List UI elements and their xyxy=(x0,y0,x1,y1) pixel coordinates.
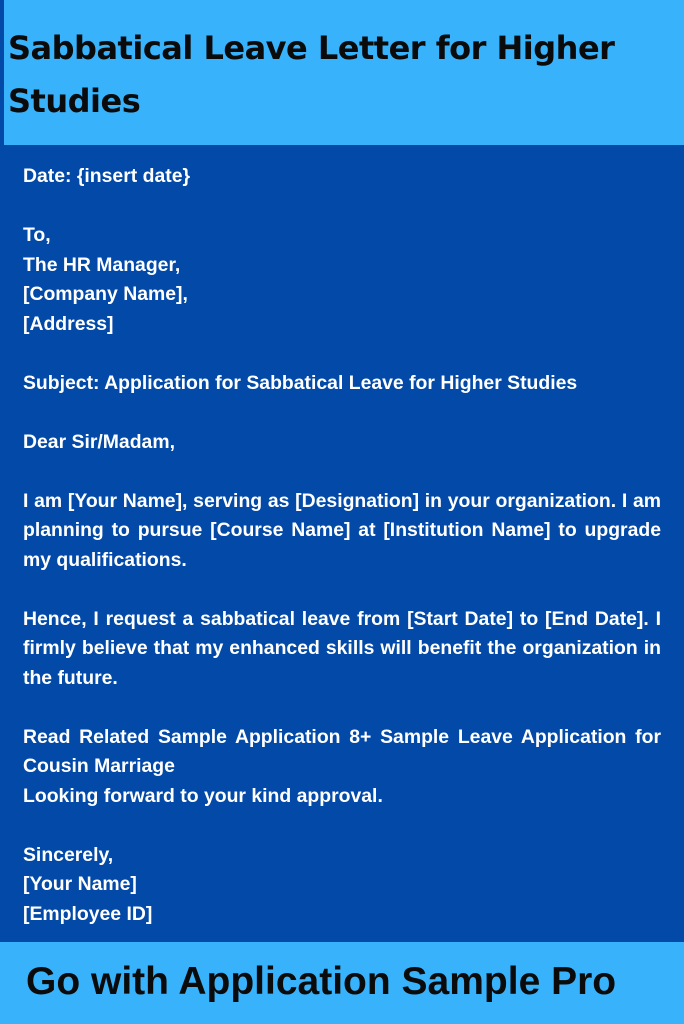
letter-body xyxy=(23,162,661,929)
signature-name: [Your Name] xyxy=(23,873,137,895)
spacer xyxy=(23,811,661,841)
footer-text: Go with Application Sample Pro xyxy=(26,960,617,1003)
recipient-address: [Address] xyxy=(23,312,114,335)
header-banner xyxy=(0,0,684,145)
recipient-company: [Company Name], xyxy=(23,283,188,305)
spacer xyxy=(23,398,661,428)
letter-salutation: Dear Sir/Madam, xyxy=(23,430,175,453)
sign-off: Sincerely, xyxy=(23,843,114,866)
page-title: Sabbatical Leave Letter for Higher Studies xyxy=(8,29,615,120)
closing-line: Looking forward to your kind approval. xyxy=(23,784,383,807)
letter-paragraph-2: Hence, I request a sabbatical leave from [Start Date] to [End Date]. I firmly believe that my enhanced skills will benefit the organization in the future. xyxy=(23,607,661,689)
spacer xyxy=(23,693,661,723)
related-sample-link[interactable]: Read Related Sample Application 8+ Sample Leave Application for Cousin Marriage xyxy=(23,725,661,777)
signature-id: [Employee ID] xyxy=(23,902,153,925)
spacer xyxy=(23,457,661,487)
letter-date: Date: {insert date} xyxy=(23,165,191,187)
recipient-title: The HR Manager, xyxy=(23,253,181,276)
letter-paragraph-1: I am [Your Name], serving as [Designation] in your organization. I am planning to pursue [Course Name] at [Institution Name] to upgrade my qualifications. xyxy=(23,489,661,571)
spacer xyxy=(23,575,661,605)
spacer xyxy=(23,192,661,222)
letter-subject: Subject: Application for Sabbatical Leave for Higher Studies xyxy=(23,371,578,394)
footer-banner xyxy=(0,942,684,1024)
spacer xyxy=(23,339,661,369)
letter-to: To, xyxy=(23,224,51,246)
